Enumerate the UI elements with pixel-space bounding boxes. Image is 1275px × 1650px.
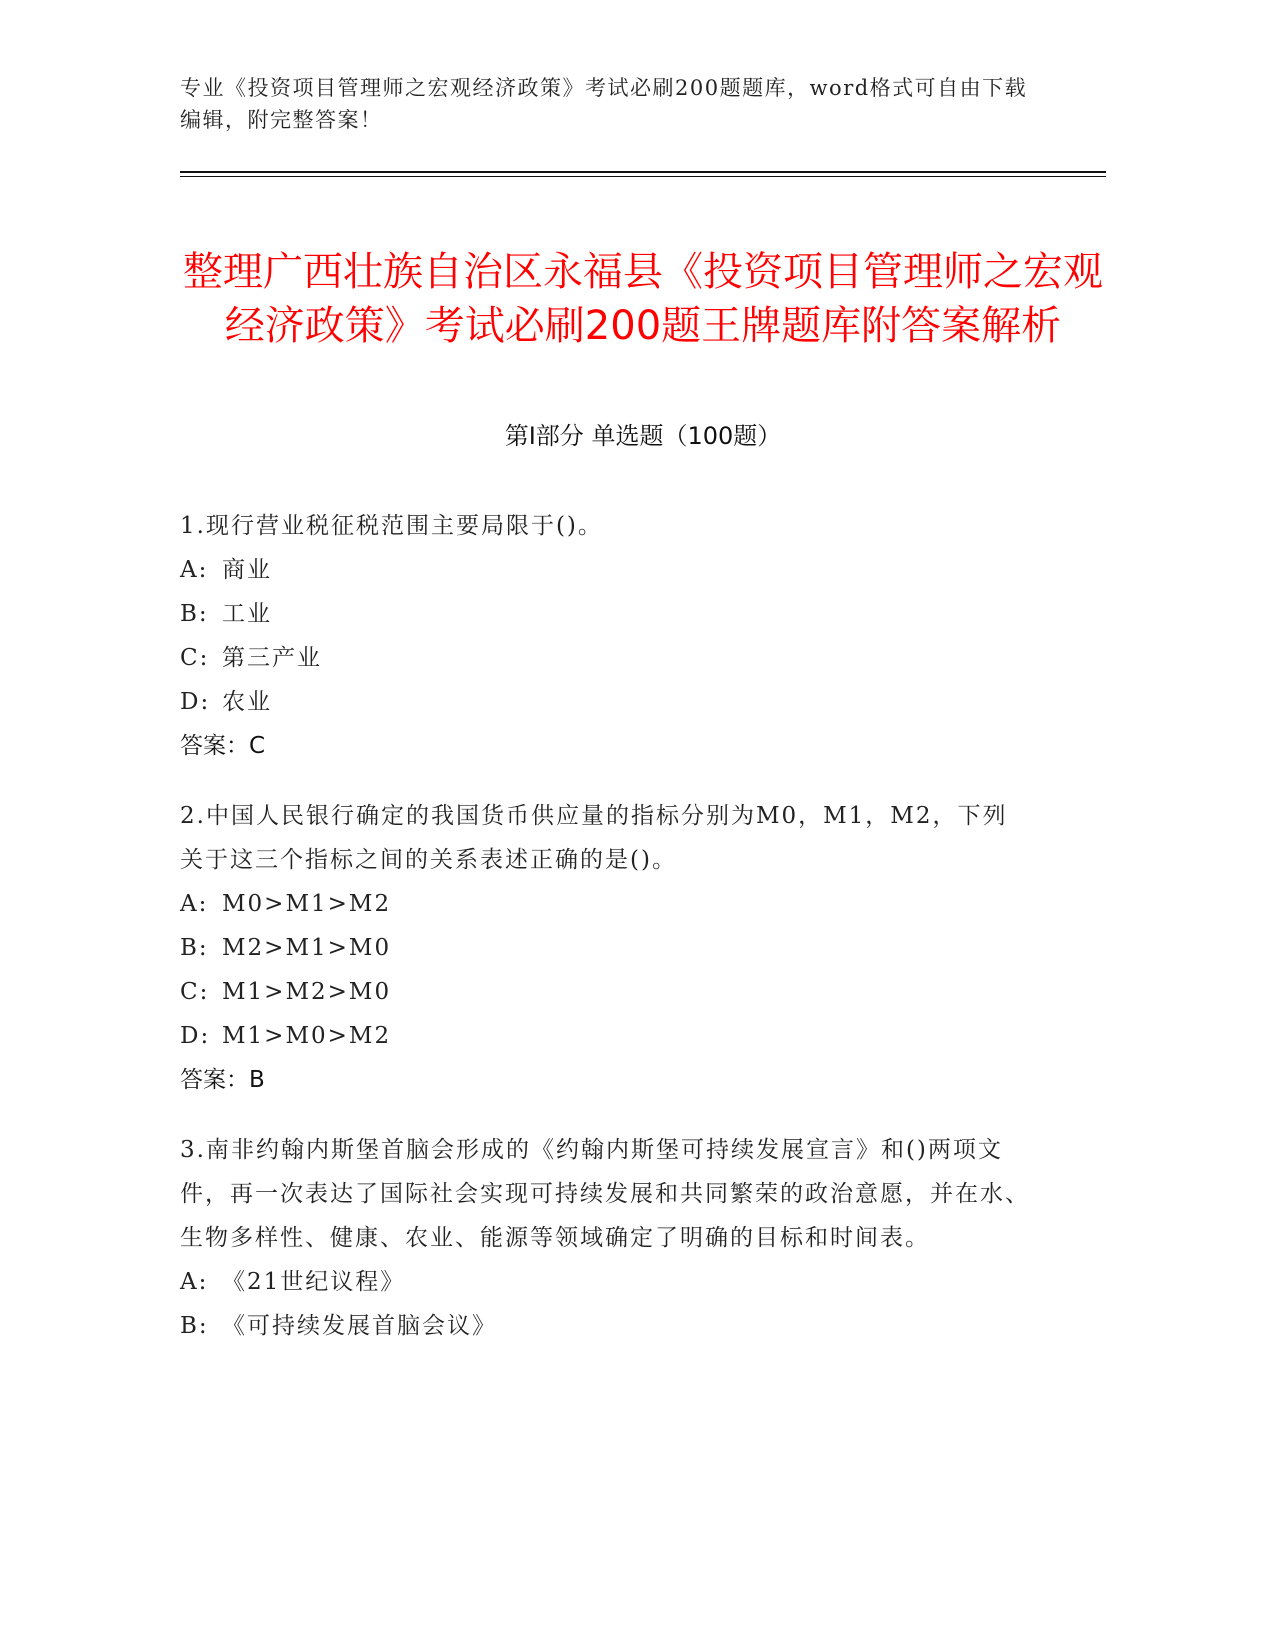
option-a [180,882,1030,926]
question-text: 2.中国人民银行确定的我国货币供应量的指标分别为M0，M1，M2，下列关于这三个指标之间的关系表述正确的是()。 [180,803,1008,873]
option-b [180,592,1030,636]
option-key: A: [180,891,209,917]
answer-line: 答案：B [180,1067,265,1093]
option-text: 工业 [222,601,272,627]
option-d [180,680,1030,724]
section-heading: 第Ⅰ部分 单选题（100题） [504,422,782,450]
option-key: A: [180,557,209,583]
option-text: 农业 [222,689,272,715]
header-divider-thick [180,171,1106,173]
question-2 [180,794,1030,1102]
option-key: B: [180,935,209,961]
option-text: 《可持续发展首脑会议》 [222,1313,497,1339]
option-b [180,1304,1030,1348]
option-a [180,1260,1030,1304]
option-text: M2>M1>M0 [222,935,392,961]
option-c [180,970,1030,1014]
header-note: 专业《投资项目管理师之宏观经济政策》考试必刷200题题库，word格式可自由下载编辑，附完整答案！ [180,76,1028,132]
option-text: M1>M0>M2 [222,1023,392,1049]
option-key: C: [180,979,210,1005]
option-text: M1>M2>M0 [222,979,392,1005]
option-b [180,926,1030,970]
option-text: M0>M1>M2 [222,891,392,917]
option-text: 商业 [222,557,272,583]
option-key: D: [180,689,211,715]
option-key: B: [180,601,209,627]
option-d [180,1014,1030,1058]
header-divider-thin [180,176,1106,177]
option-a [180,548,1030,592]
document-title: 整理广西壮族自治区永福县《投资项目管理师之宏观经济政策》考试必刷200题王牌题库附答案解析 [183,248,1103,349]
question-1 [180,504,1030,768]
answer-line: 答案：C [180,733,266,759]
question-list [180,504,1030,1374]
option-c [180,636,1030,680]
option-text: 《21世纪议程》 [222,1269,406,1295]
option-key: D: [180,1023,211,1049]
question-text: 3.南非约翰内斯堡首脑会形成的《约翰内斯堡可持续发展宣言》和()两项文件，再一次表达了国际社会实现可持续发展和共同繁荣的政治意愿，并在水、生物多样性、健康、农业、能源等领域确定了明确的目标和时间表。 [180,1137,1030,1251]
question-text: 1.现行营业税征税范围主要局限于()。 [180,513,603,539]
question-3 [180,1128,1030,1348]
option-key: B: [180,1313,209,1339]
option-text: 第三产业 [222,645,322,671]
option-key: C: [180,645,210,671]
option-key: A: [180,1269,209,1295]
